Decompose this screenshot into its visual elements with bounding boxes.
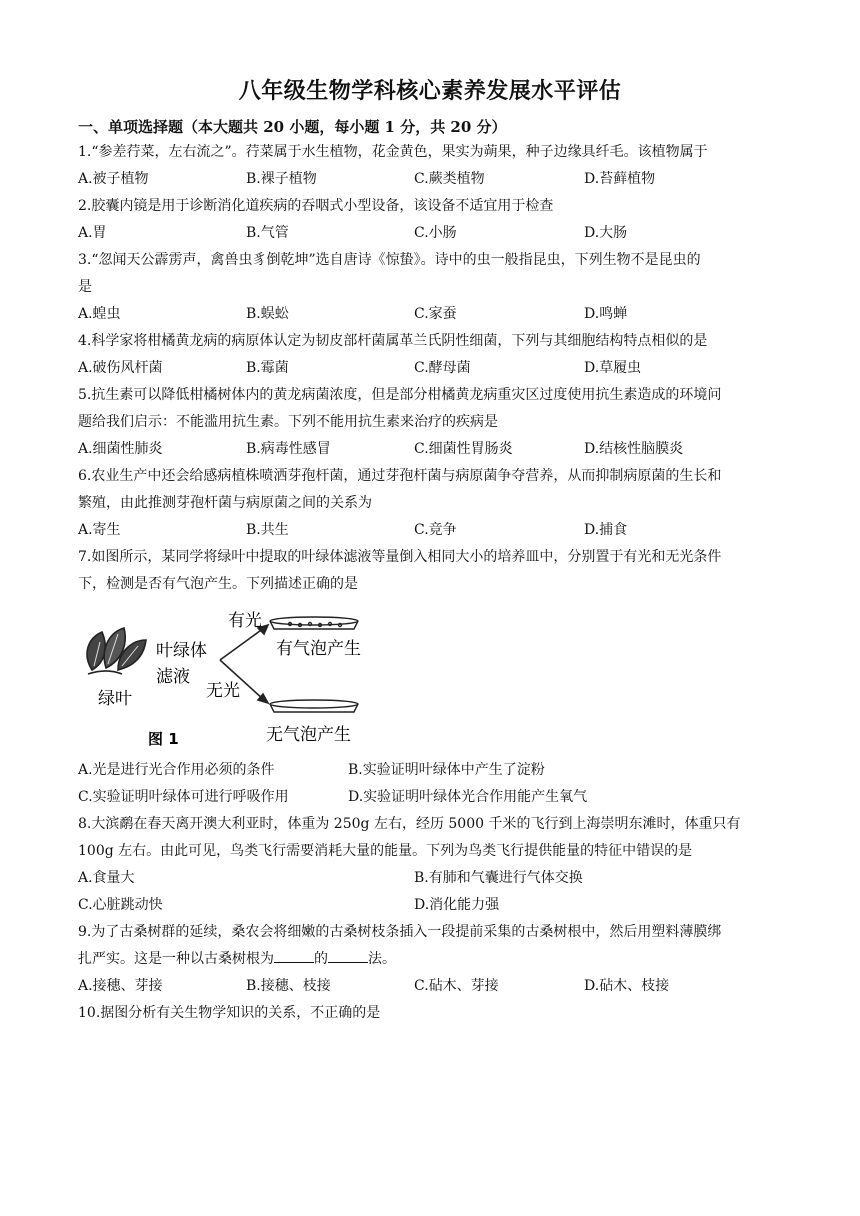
question-2-stem: 2.胶囊内镜是用于诊断消化道疾病的吞咽式小型设备，该设备不适宜用于检查 [78,198,554,214]
question-4-stem: 4.科学家将柑橘黄龙病的病原体认定为韧皮部杆菌属革兰氏阴性细菌，下列与其细胞结构特点相似的是 [78,333,708,349]
question-9-stem-line-2 [78,950,788,968]
question-1-option-a: A.被子植物 [78,171,149,187]
question-5-stem-line-2: 题给我们启示：不能滥用抗生素。下列不能用抗生素来治疗的疾病是 [78,414,498,430]
question-1-option-b: B.裸子植物 [246,171,317,187]
question-7-option-d: D.实验证明叶绿体光合作用能产生氧气 [348,789,588,805]
question-7-option-a: A.光是进行光合作用必须的条件 [78,762,275,778]
question-9-stem-line-1: 9.为了古桑树群的延续，桑农会将细嫩的古桑树枝条插入一段提前采集的古桑树根中，然后用塑料薄膜绑 [78,924,722,940]
question-7-option-c: C.实验证明叶绿体可进行呼吸作用 [78,789,289,805]
petri-dish-icon [270,700,358,712]
question-8-option-a: A.食量大 [78,870,135,886]
question-10-stem: 10.据图分析有关生物学知识的关系，不正确的是 [78,1005,381,1021]
bubbles-label: 有气泡产生 [276,639,361,659]
answer-blank-2 [328,950,368,963]
question-5-option-d: D.结核性脑膜炎 [584,441,684,457]
question-9-option-c: C.砧木、芽接 [414,978,499,994]
question-6-option-c: C.竞争 [414,522,457,538]
question-9-option-a: A.接穗、芽接 [78,978,163,994]
answer-blank-1 [274,950,314,963]
section-heading: 一、单项选择题（本大题共 20 小题，每小题 1 分，共 20 分） [78,118,507,136]
chloroplast-experiment-figure [78,608,388,750]
question-6-option-a: A.寄生 [78,522,121,538]
exam-title: 八年级生物学科核心素养发展水平评估 [238,78,622,104]
question-3-option-a: A.蝗虫 [78,306,121,322]
question-4-option-c: C.酵母菌 [414,360,471,376]
question-2-option-b: B.气管 [246,225,289,241]
question-2-option-d: D.大肠 [584,225,628,241]
question-7-option-b: B.实验证明叶绿体中产生了淀粉 [348,762,545,778]
question-9-stem-part-1: 扎严实。这是一种以古桑树根为 [78,951,274,967]
question-4-option-d: D.草履虫 [584,360,642,376]
question-4-option-a: A.破伤风杆菌 [78,360,163,376]
no-bubbles-label: 无气泡产生 [266,725,351,745]
figure-caption: 图 1 [148,730,179,748]
question-8-option-d: D.消化能力强 [414,897,500,913]
question-3-stem-line-2: 是 [78,279,92,295]
question-7-stem-line-1: 7.如图所示，某同学将绿叶中提取的叶绿体滤液等量倒入相同大小的培养皿中，分别置于有光和无光条件 [78,549,722,565]
question-1-stem: 1.“参差荇菜，左右流之”。荇菜属于水生植物，花金黄色，果实为蒴果，种子边缘具纤毛。该植物属于 [78,144,708,160]
question-2-option-a: A.胃 [78,225,107,241]
question-5-option-a: A.细菌性肺炎 [78,441,163,457]
question-6-stem-line-1: 6.农业生产中还会给感病植株喷洒芽孢杆菌，通过芽孢杆菌与病原菌争夺营养，从而抑制病原菌的生长和 [78,468,722,484]
light-label: 有光 [228,611,262,631]
extract-label-line-1: 叶绿体 [156,641,207,661]
question-5-option-b: B.病毒性感冒 [246,441,331,457]
dark-label: 无光 [206,681,240,701]
question-8-option-b: B.有肺和气囊进行气体交换 [414,870,583,886]
question-4-option-b: B.霉菌 [246,360,289,376]
question-8-stem-line-2: 100g 左右。由此可见，鸟类飞行需要消耗大量的能量。下列为鸟类飞行提供能量的特征中错误的是 [78,843,693,859]
question-9-stem-part-3: 法。 [368,951,396,967]
question-5-stem-line-1: 5.抗生素可以降低柑橘树体内的黄龙病菌浓度，但是部分柑橘黄龙病重灾区过度使用抗生素造成的环境问 [78,387,722,403]
leaf-label: 绿叶 [98,689,132,709]
question-3-option-c: C.家蚕 [414,306,457,322]
question-8-option-c: C.心脏跳动快 [78,897,163,913]
question-3-option-b: B.蜈蚣 [246,306,289,322]
question-9-stem-part-2: 的 [314,951,328,967]
question-2-option-c: C.小肠 [414,225,457,241]
question-9-option-d: D.砧木、枝接 [584,978,670,994]
question-1-option-c: C.蕨类植物 [414,171,485,187]
question-6-stem-line-2: 繁殖，由此推测芽孢杆菌与病原菌之间的关系为 [78,495,372,511]
question-1-option-d: D.苔藓植物 [584,171,656,187]
extract-label-line-2: 滤液 [156,667,190,687]
question-9-option-b: B.接穗、枝接 [246,978,331,994]
question-8-stem-line-1: 8.大滨鹬在春天离开澳大利亚时，体重为 250g 左右，经历 5000 千米的飞行到上海崇明东滩时，体重只有 [78,816,741,832]
question-5-option-c: C.细菌性胃肠炎 [414,441,513,457]
question-6-option-b: B.共生 [246,522,289,538]
petri-dish-with-bubbles-icon [270,617,358,629]
question-7-stem-line-2: 下，检测是否有气泡产生。下列描述正确的是 [78,576,358,592]
green-leaf-icon [87,628,146,674]
question-3-stem-line-1: 3.“忽闻天公霹雳声，禽兽虫豸倒乾坤”选自唐诗《惊蛰》。诗中的虫一般指昆虫，下列生物不是昆虫的 [78,252,701,268]
question-6-option-d: D.捕食 [584,522,628,538]
question-3-option-d: D.鸣蝉 [584,306,628,322]
